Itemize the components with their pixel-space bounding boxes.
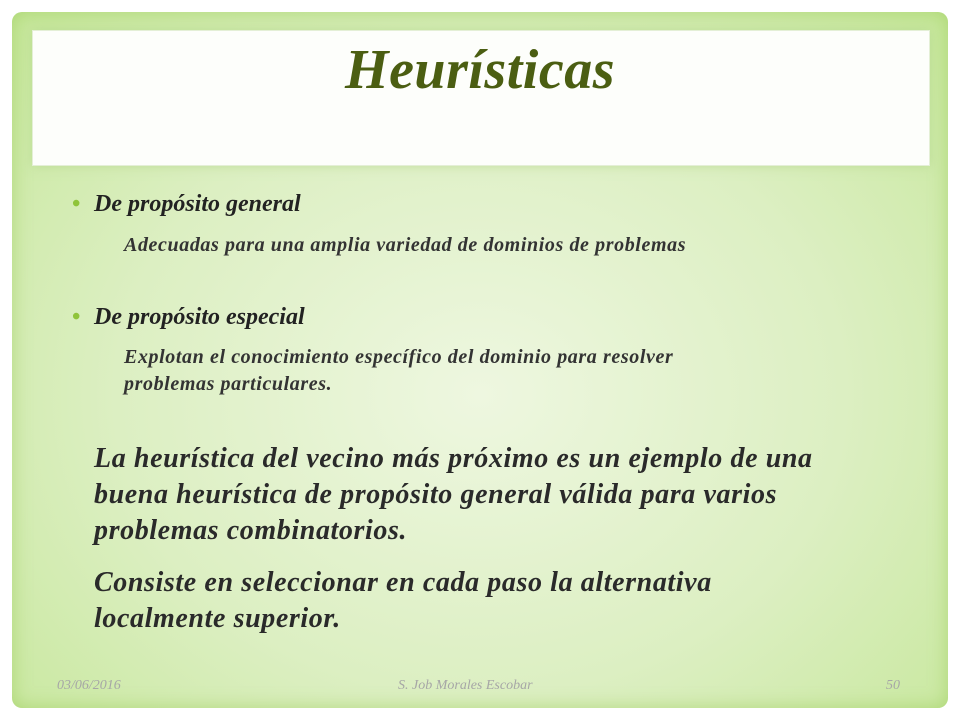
bullet-general — [72, 190, 301, 218]
bullet-special-description-line2: problemas particulares. — [124, 373, 333, 395]
slide-title: Heurísticas — [345, 39, 615, 101]
bullet-special-description-line1: Explotan el conocimiento específico del dominio para resolver — [124, 346, 674, 368]
footer-author: S. Job Morales Escobar — [398, 678, 533, 693]
bullet-dot-icon: • — [72, 191, 81, 217]
bullet-dot-icon: • — [72, 304, 81, 330]
paragraph-consiste-line2: localmente superior. — [94, 603, 341, 634]
bullet-general-description: Adecuadas para una amplia variedad de dominios de problemas — [124, 234, 687, 256]
paragraph-vecino-line1: La heurística del vecino más próximo es un ejemplo de una — [94, 443, 813, 474]
paragraph-vecino-line3: problemas combinatorios. — [94, 515, 408, 546]
bullet-general-heading: De propósito general — [94, 191, 301, 217]
footer-date: 03/06/2016 — [57, 678, 121, 693]
paragraph-consiste-line1: Consiste en seleccionar en cada paso la alternativa — [94, 567, 712, 598]
footer-page-number: 50 — [886, 678, 900, 693]
bullet-special-heading: De propósito especial — [94, 304, 305, 330]
bullet-special — [72, 303, 305, 331]
paragraph-vecino-line2: buena heurística de propósito general válida para varios — [94, 479, 778, 510]
